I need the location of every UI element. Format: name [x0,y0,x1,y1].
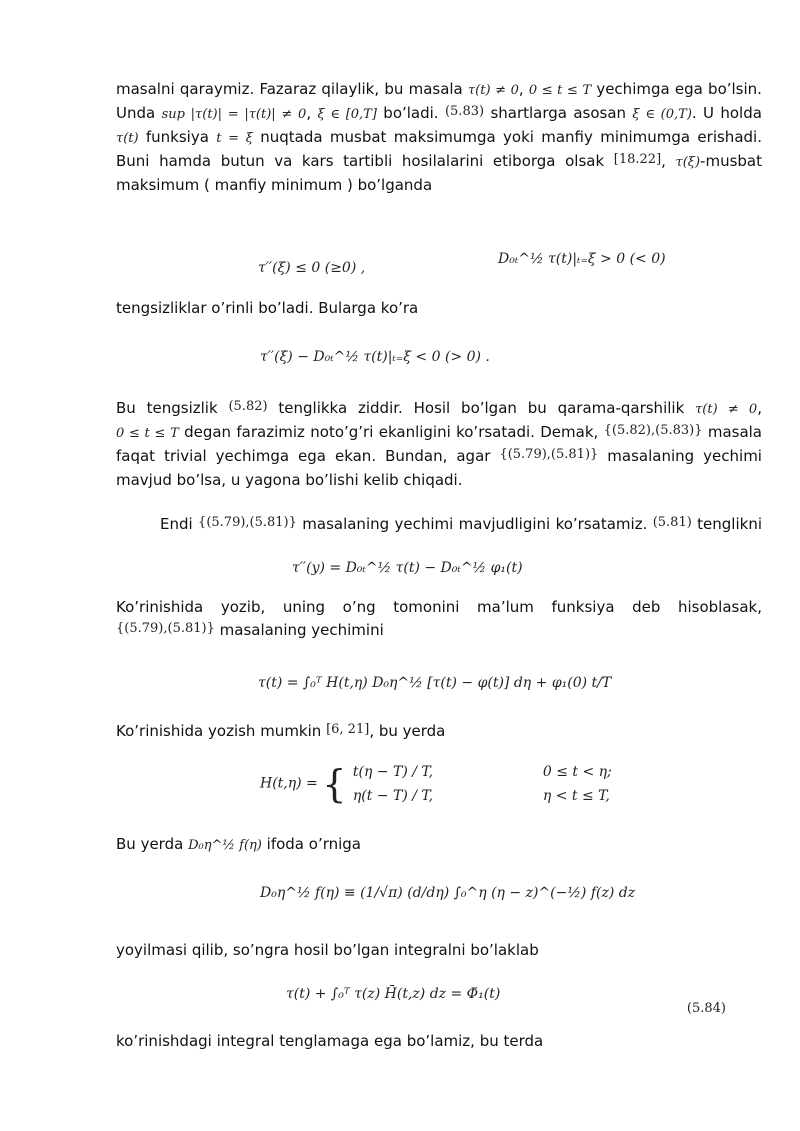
text-line: yoyilmasi qilib, so’ngra hosil bo’lgan integralni bo’laklab [116,941,539,959]
math-inline: sup |τ(t)| = |τ(t)| ≠ 0 [161,107,307,122]
text: funksiya [145,128,209,146]
math-inline: τ(t) ≠ 0 [695,402,758,417]
case-row [353,784,612,808]
text-line [160,513,762,537]
math-inline: τ(t) ≠ 0 [467,83,519,98]
case-condition: η < t ≤ T, [542,788,610,804]
paragraph-where [116,720,762,744]
math-inline: τ(t) [116,131,139,146]
text-line: tengsizliklar o’rinli bo’ladi. Bularga ko’ra [116,299,419,317]
text: yechimga ega bo’lsin. [596,80,762,98]
equation-reference: {(5.79),(5.81)} [198,515,297,530]
text: masalaning yechimini [219,621,384,639]
citation-reference: [18.22] [613,152,662,167]
text: masalaning yechimi mavjudligini ko’rsatamiz. [302,515,648,533]
text-line [116,720,762,744]
math-inline: 0 ≤ t ≤ T [116,426,179,441]
text-line: mavjud bo’lsa, u yagona bo’lishi kelib chiqadi. [116,471,463,489]
equation-reference: {(5.79),(5.81)} [116,621,215,636]
text: shartlarga asosan [490,104,627,122]
text: nuqtada musbat maksimumga yoki manfiy minimumga erishadi. [260,128,762,146]
formula-fractional-derivative: D₀ₜ^½ τ(t)|ₜ₌ξ > 0 (< 0) [498,251,666,267]
formula-combined-inequality: τ′′(ξ) − D₀ₜ^½ τ(t)|ₜ₌ξ < 0 (> 0) . [260,349,490,365]
paragraph-solution-form [116,596,762,643]
text: degan farazimiz noto’g’ri ekanligini ko’rsatadi. Demak, [184,423,599,441]
text-line: Ko’rinishida yozib, uning o’ng tomonini ma’lum funksiya deb hisoblasak, [116,598,762,616]
math-inline: 0 ≤ t ≤ T [528,83,592,98]
text-line [116,445,762,469]
text: faqat trivial yechimga ega ekan. Bundan, agar [116,447,491,465]
text-line: masalni qaraymiz. Fazaraz qilaylik, bu masala τ(t) ≠ 0, 0 ≤ t ≤ T yechimga ega bo’lsin. [116,80,762,98]
math-inline: t = ξ [216,131,253,146]
formula-second-derivative: τ′′(ξ) ≤ 0 (≥0) , [258,260,366,276]
left-brace: { [322,762,347,806]
formula-fractional-derivative-definition: D₀η^½ f(η) ≡ (1/√π) (d/dη) ∫₀^η (η − z)^(−½) f(z) dz [260,885,636,901]
text: Endi [160,515,193,533]
paragraph-here [116,833,762,857]
text: tenglikka ziddir. Hosil bo’lgan bu qarama-qarshilik [278,399,685,417]
formula-lhs: H(t,η) = [260,775,318,792]
text: Unda [116,104,156,122]
case-expression: η(t − T) / T, [352,788,434,804]
case-row [353,760,612,784]
case-expression: t(η − T) / T, [352,764,434,780]
text: , bu yerda [369,722,446,740]
equation-reference: (5.82) [228,399,268,414]
math-inline: ξ ∈ [0,T] [317,107,377,122]
text: bo’ladi. [383,104,439,122]
citation-reference: [6, 21] [326,722,370,737]
piecewise-cases [353,760,612,808]
text-line: Unda sup |τ(t)| = |τ(t)| ≠ 0, ξ ∈ [0,T] bo’ladi. (5.83) shartlarga asosan ξ ∈ (0,T). U holda [116,104,762,122]
text: -musbat [700,152,762,170]
text-line [116,421,762,445]
equation-reference: {(5.82),(5.83)} [603,423,703,438]
formula-rewritten-equation: τ′′(y) = D₀ₜ^½ τ(t) − D₀ₜ^½ φ₁(t) [292,560,523,576]
case-condition: 0 ≤ t < η; [542,764,612,780]
text: masalaning yechimi [607,447,762,465]
equation-reference: (5.81) [652,515,692,530]
text: masalni qaraymiz. Fazaraz qilaylik, bu masala [116,80,463,98]
paragraph-expansion [116,939,762,962]
text: . U holda [691,104,762,122]
formula-integral-solution: τ(t) = ∫₀ᵀ H(t,η) D₀η^½ [τ(t) − φ(t)] dη + φ₁(0) t/T [258,675,612,691]
text-line: Bu tengsizlik (5.82) tenglikka ziddir. Hosil bo’lgan bu qarama-qarshilik τ(t) ≠ 0, [116,399,762,417]
paragraph-existence [160,513,762,537]
text-line: maksimum ( manfiy minimum ) bo’lganda [116,176,433,194]
text: Bu yerda [116,835,184,853]
text: Bu tengsizlik [116,399,218,417]
text: masala [707,423,762,441]
formula-green-function [260,760,612,808]
paragraph-inequalities [116,297,762,320]
text: ifoda o’rniga [266,835,361,853]
text-line [116,833,762,857]
paragraph-assumption [116,78,762,197]
math-inline: ξ ∈ (0,T) [632,107,692,122]
text: Ko’rinishida yozish mumkin [116,722,322,740]
text-line: ko’rinishdagi integral tenglamaga ega bo’lamiz, bu terda [116,1032,544,1050]
formula-integral-equation: τ(t) + ∫₀ᵀ τ(z) H̄(t,z) dz = Φ̄₁(t) [286,986,501,1002]
math-inline: D₀η^½ f(η) [188,838,262,853]
text-line [116,619,762,643]
math-inline: τ(ξ) [675,155,701,170]
paragraph-contradiction [116,397,762,492]
paragraph-conclusion [116,1030,762,1053]
equation-reference: {(5.79),(5.81)} [499,447,599,462]
text-line: Buni hamda butun va kars tartibli hosilalarini etiborga olsak [18.22], τ(ξ)-musbat [116,152,762,170]
text-line [116,126,762,150]
equation-number: (5.84) [686,1001,726,1016]
text: Buni hamda butun va kars tartibli hosilalarini etiborga olsak [116,152,605,170]
equation-reference: (5.83) [444,104,485,119]
text: tenglikni [697,515,762,533]
